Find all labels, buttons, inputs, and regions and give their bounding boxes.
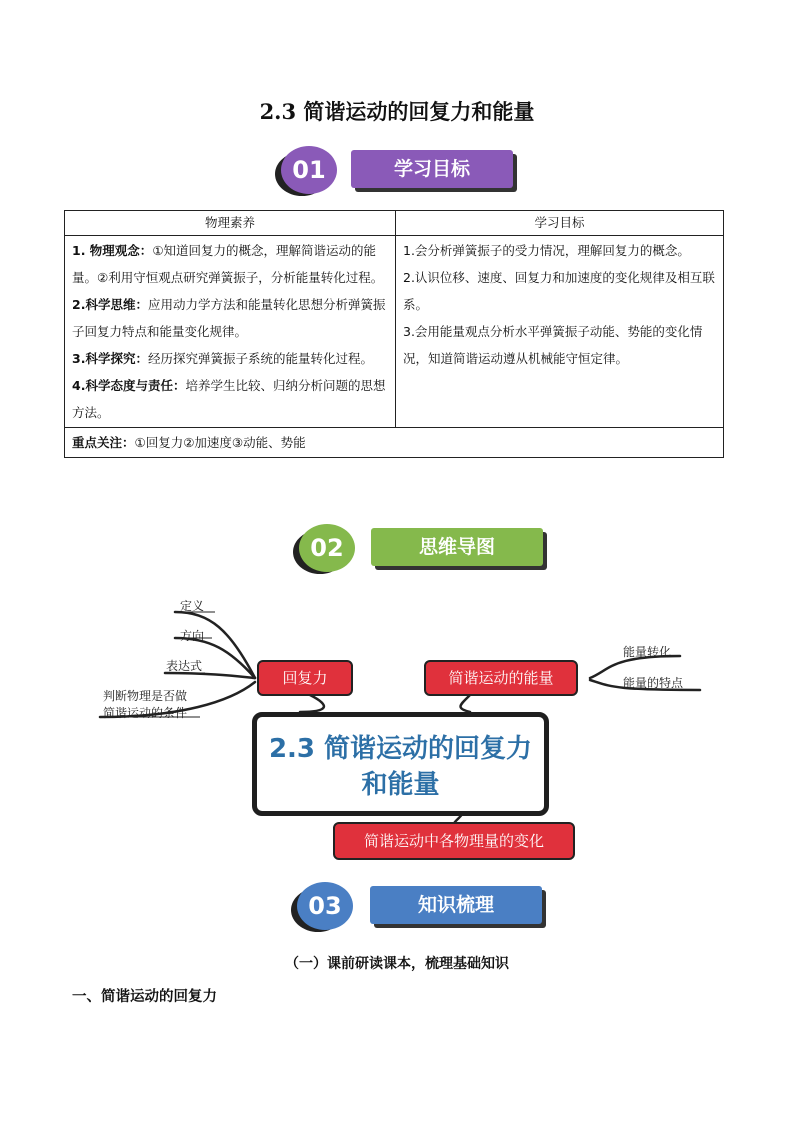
leaf-expression: 表达式: [166, 659, 203, 673]
literacy-text: ①知道回复力的概念，理解简谐运动的能量。②利用守恒观点研究弹簧振子，分析能量转化过程。: [72, 243, 384, 285]
literacy-key: 3.科学探究：: [72, 351, 148, 366]
focus-key: 重点关注：: [72, 435, 135, 450]
badge-label: 思维导图: [371, 528, 543, 566]
literacy-item-3: [72, 345, 388, 372]
subheading: （一）课前研读课本，梳理基础知识: [285, 956, 509, 972]
badge-number: 03: [297, 882, 353, 930]
leaf-energy-features: 能量的特点: [623, 676, 684, 690]
literacy-item-1: [72, 237, 388, 291]
literacy-cell: [65, 236, 396, 428]
leaf-direction: 方向: [180, 629, 205, 643]
badge-label: 学习目标: [351, 150, 513, 188]
literacy-text: 经历探究弹簧振子系统的能量转化过程。: [147, 351, 373, 366]
focus-text: ①回复力②加速度③动能、势能: [134, 435, 306, 450]
leaf-energy-conversion: 能量转化: [623, 645, 672, 659]
literacy-item-4: [72, 372, 388, 426]
node-shm-energy: 简谐运动的能量: [424, 660, 578, 696]
literacy-text: 培养学生比较、归纳分析问题的思想方法。: [72, 378, 386, 420]
objective-item: 3.会用能量观点分析水平弹簧振子动能、势能的变化情况，知道简谐运动遵从机械能守恒定律。: [403, 324, 703, 366]
table-header-objectives: 学习目标: [396, 211, 724, 236]
table-header-literacy: 物理素养: [65, 211, 396, 236]
objective-item: 2.认识位移、速度、回复力和加速度的变化规律及相互联系。: [403, 270, 715, 312]
node-quantity-changes: 简谐运动中各物理量的变化: [333, 822, 575, 860]
section-heading: 一、简谐运动的回复力: [72, 989, 217, 1005]
literacy-key: 2.科学思维：: [72, 297, 148, 312]
badge-number: 01: [281, 146, 337, 194]
section-badge-01: [281, 146, 521, 194]
focus-row: [65, 428, 724, 458]
objectives-cell: [396, 236, 724, 428]
section-badge-02: [299, 524, 549, 572]
badge-label: 知识梳理: [370, 886, 542, 924]
literacy-key: 4.科学态度与责任：: [72, 378, 186, 393]
literacy-text: 应用动力学方法和能量转化思想分析弹簧振子回复力特点和能量变化规律。: [72, 297, 386, 339]
node-restoring-force: 回复力: [257, 660, 353, 696]
leaf-condition-line1: 判断物理是否做: [103, 689, 188, 703]
goals-table: [64, 210, 724, 458]
leaf-definition: 定义: [180, 599, 205, 613]
page-title: 2.3 简谐运动的回复力和能量: [259, 99, 535, 124]
leaf-condition-line2: 简谐运动的条件: [103, 706, 188, 720]
mindmap-center: [252, 712, 549, 816]
literacy-key: 1. 物理观念：: [72, 243, 153, 258]
section-badge-03: [297, 882, 547, 930]
badge-number: 02: [299, 524, 355, 572]
center-line-2: 和能量: [361, 770, 440, 800]
objective-item: 1.会分析弹簧振子的受力情况，理解回复力的概念。: [403, 243, 690, 258]
literacy-item-2: [72, 291, 388, 345]
center-line-1: 2.3 简谐运动的回复力: [268, 734, 533, 764]
